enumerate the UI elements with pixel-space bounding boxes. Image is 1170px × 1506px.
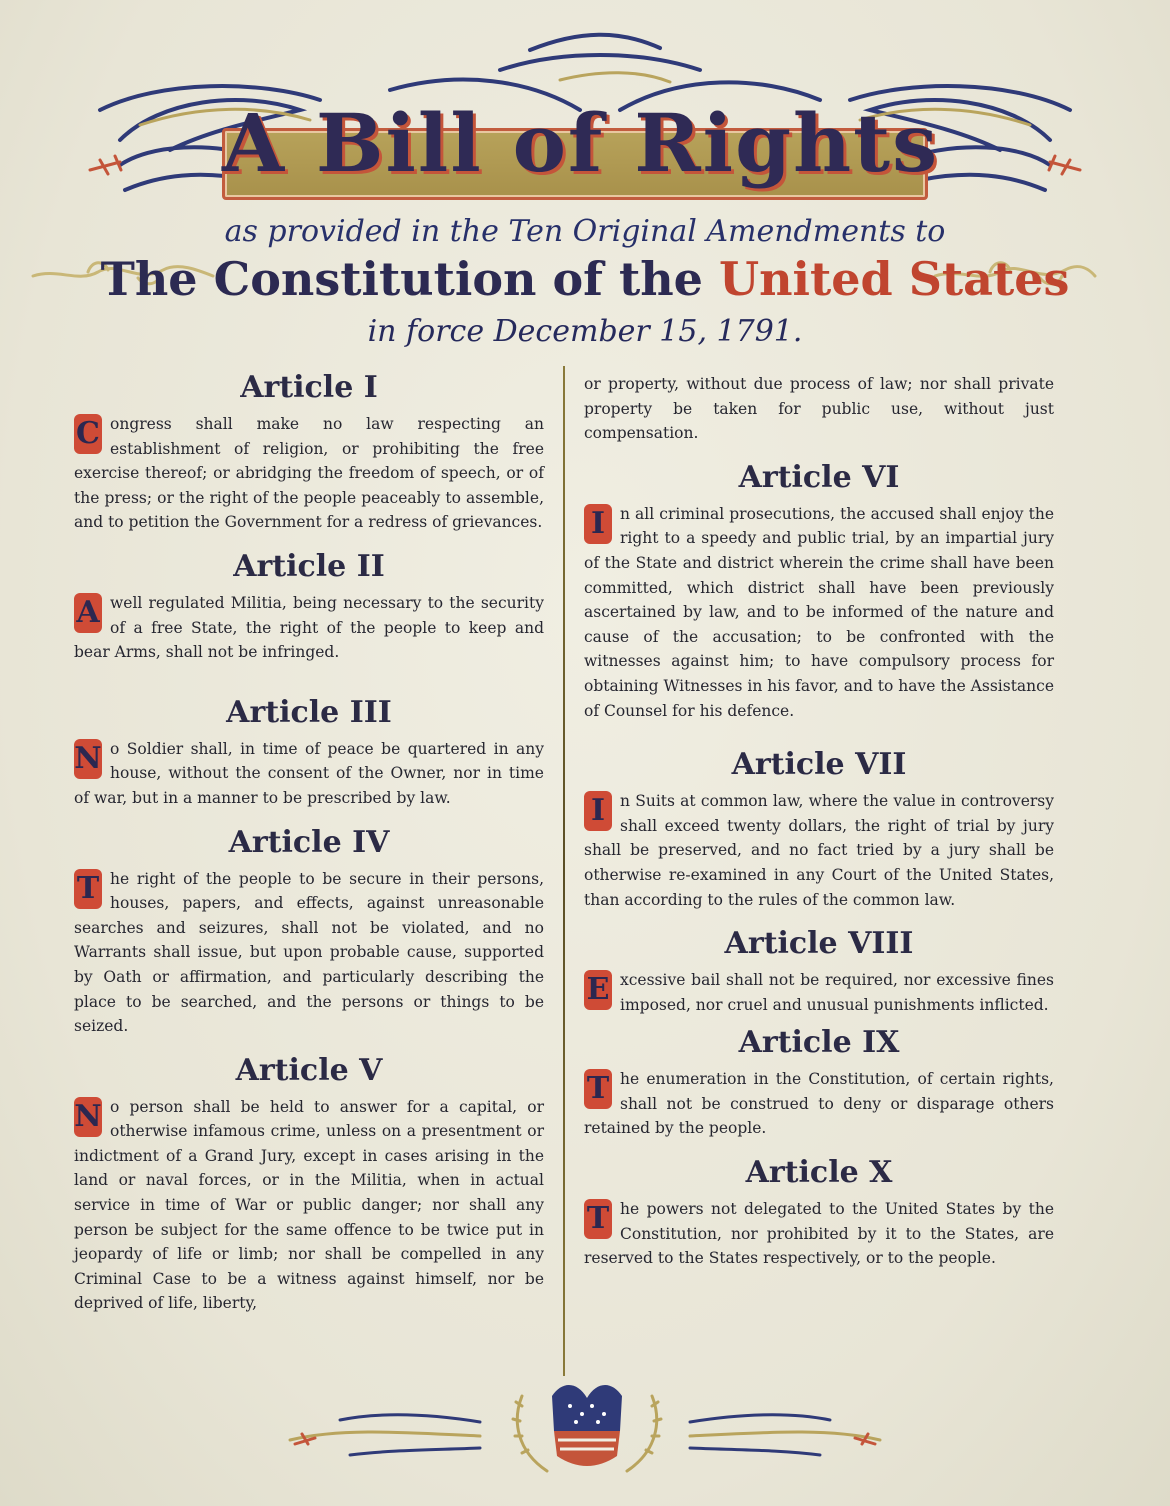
article-title: Article X — [745, 1155, 893, 1191]
drop-cap: E — [584, 970, 612, 1010]
article-body: n all criminal prosecutions, the accused shall enjoy the right to a speedy and public trial, by an impartial jury of the State and district wherein the crime shall have been committed, which district shall have been previously ascertained by law, and to be informed of the nature and cause of the accusation; to be confronted with the witnesses against him; to have compulsory process for obtaining Witnesses in his favor, and to have the Assistance of Counsel for his defence. — [584, 504, 1055, 720]
drop-cap: C — [74, 414, 102, 454]
article — [584, 460, 1054, 723]
article-body: well regulated Militia, being necessary to the security of a free State, the right of the people to keep and bear Arms, shall not be infringed. — [74, 593, 544, 662]
article — [584, 747, 1054, 912]
drop-cap: I — [584, 791, 612, 831]
article-text — [584, 1197, 1054, 1271]
drop-cap: I — [584, 504, 612, 544]
article-text — [584, 968, 1054, 1017]
article-text — [74, 412, 544, 535]
article-title: Article V — [235, 1052, 383, 1088]
article-title: Article I — [240, 370, 378, 405]
column-divider — [563, 366, 565, 1376]
article-text — [584, 502, 1054, 723]
article-title: Article VII — [731, 747, 907, 783]
article — [74, 370, 544, 535]
article-text — [584, 1067, 1054, 1141]
constitution-heading-states: States — [908, 252, 1070, 306]
article-text — [74, 1095, 544, 1316]
article-body: n Suits at common law, where the value in controversy shall exceed twenty dollars, the right of trial by jury shall be preserved, and no fact tried by a jury shall be otherwise re-examined in any Court of the United States, than according to the rules of the common law. — [584, 792, 1054, 909]
article-body: ongress shall make no law respecting an establishment of religion, or prohibiting the free exercise thereof; or abridging the freedom of speech, or of the press; or the right of the people peaceably to assemble, and to petition the Government for a redress of grievances. — [74, 415, 544, 532]
article-text — [74, 737, 544, 811]
article-text — [74, 867, 544, 1039]
header — [0, 0, 1170, 360]
article-body: he enumeration in the Constitution, of certain rights, shall not be construed to deny or disparage others retained by the people. — [584, 1070, 1054, 1138]
article-v-continuation: or property, without due process of law; nor shall private property be taken for public use, without just compensation. — [584, 375, 1054, 443]
subtitle: as provided in the Ten Original Amendments to — [224, 214, 946, 249]
article-title: Article VIII — [724, 926, 914, 962]
drop-cap: T — [584, 1069, 612, 1109]
article-title: Article III — [226, 694, 392, 730]
article-title: Article II — [233, 548, 385, 584]
article — [584, 1025, 1054, 1141]
constitution-heading-space — [893, 252, 909, 306]
constitution-heading-part: The Constitution of the — [100, 252, 719, 306]
drop-cap: T — [74, 869, 102, 909]
drop-cap: N — [74, 1097, 102, 1137]
article — [74, 825, 544, 1039]
article-body: he right of the people to be secure in their persons, houses, papers, and effects, against unreasonable searches and seizures, shall not be violated, and no Warrants shall issue, but upon probable cause, supported by Oath or affirmation, and particularly describing the place to be searched, and the persons or things to be seized. — [74, 869, 544, 1036]
article-title: Article VI — [738, 459, 900, 495]
drop-cap: A — [74, 593, 102, 633]
article-body: xcessive bail shall not be required, nor excessive fines imposed, nor cruel and unusual punishments inflicted. — [620, 971, 1054, 1014]
in-force-date: in force December 15, 1791. — [367, 314, 803, 349]
document-title: A Bill of Rights — [222, 96, 940, 190]
article — [74, 1053, 544, 1316]
bottom-flourish-right — [680, 1400, 890, 1460]
eagle-shield-emblem-icon — [492, 1376, 682, 1486]
article-body: he powers not delegated to the United States by the Constitution, nor prohibited by it to the States, are reserved to the States respectively, or to the people. — [584, 1200, 1054, 1268]
article — [74, 695, 544, 811]
article-text — [74, 591, 544, 665]
right-column — [584, 372, 1054, 1277]
article-title: Article IV — [228, 824, 390, 860]
drop-cap: T — [584, 1199, 612, 1239]
constitution-heading-united: United — [718, 252, 893, 306]
article-text — [584, 789, 1054, 912]
article — [74, 549, 544, 665]
constitution-heading — [0, 252, 1170, 306]
article — [584, 926, 1054, 1017]
article-body: o Soldier shall, in time of peace be quartered in any house, without the consent of the Owner, nor in time of war, but in a manner to be prescribed by law. — [74, 739, 544, 807]
article — [584, 1155, 1054, 1271]
bottom-flourish-left — [280, 1400, 490, 1460]
left-column — [74, 370, 544, 1322]
article-body: o person shall be held to answer for a capital, or otherwise infamous crime, unless on a presentment or indictment of a Grand Jury, except in cases arising in the land or naval forces, or in the Militia, when in actual service in time of War or public danger; nor shall any person be subject for the same offence to be twice put in jeopardy of life or limb; nor shall be compelled in any Criminal Case to be a witness against himself, nor be deprived of life, liberty, — [74, 1097, 544, 1313]
article-title: Article IX — [738, 1025, 900, 1061]
drop-cap: N — [74, 739, 102, 779]
